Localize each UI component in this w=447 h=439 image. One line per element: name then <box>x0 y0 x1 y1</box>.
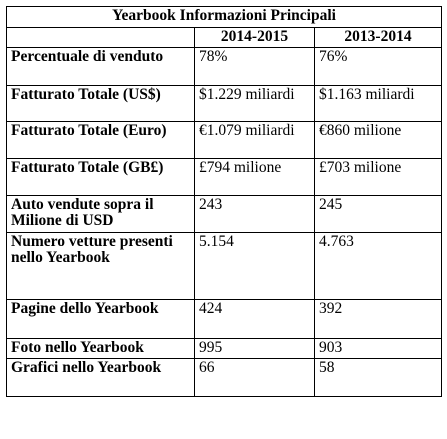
row-value-2014-2015: €1.079 miliardi <box>195 122 315 159</box>
row-label: Numero vetture presenti nello Yearbook <box>7 233 195 300</box>
row-value-2014-2015: 78% <box>195 48 315 86</box>
row-value-2014-2015: $1.229 miliardi <box>195 86 315 122</box>
table-row <box>7 122 442 159</box>
row-label: Pagine dello Yearbook <box>7 300 195 339</box>
header-cell-2013-2014: 2013-2014 <box>315 28 442 48</box>
row-value-2014-2015: 995 <box>195 339 315 359</box>
row-value-2013-2014: £703 milione <box>315 159 442 196</box>
table-row <box>7 233 442 300</box>
table-row <box>7 300 442 339</box>
row-label: Grafici nello Yearbook <box>7 359 195 397</box>
header-row <box>7 28 442 48</box>
row-label: Foto nello Yearbook <box>7 339 195 359</box>
row-label: Fatturato Totale (US$) <box>7 86 195 122</box>
yearbook-table-container <box>6 6 441 397</box>
row-value-2013-2014: 392 <box>315 300 442 339</box>
table-row <box>7 86 442 122</box>
header-cell-2014-2015: 2014-2015 <box>195 28 315 48</box>
table-row <box>7 159 442 196</box>
row-value-2013-2014: 4.763 <box>315 233 442 300</box>
row-value-2013-2014: 903 <box>315 339 442 359</box>
row-label: Auto vendute sopra il Milione di USD <box>7 196 195 233</box>
header-cell-empty <box>7 28 195 48</box>
table-title: Yearbook Informazioni Principali <box>7 7 442 28</box>
row-value-2013-2014: 58 <box>315 359 442 397</box>
row-value-2014-2015: 243 <box>195 196 315 233</box>
table-row <box>7 196 442 233</box>
row-value-2013-2014: $1.163 miliardi <box>315 86 442 122</box>
row-value-2014-2015: 5.154 <box>195 233 315 300</box>
row-value-2013-2014: €860 milione <box>315 122 442 159</box>
row-value-2013-2014: 76% <box>315 48 442 86</box>
row-label: Percentuale di venduto <box>7 48 195 86</box>
row-label: Fatturato Totale (Euro) <box>7 122 195 159</box>
row-value-2014-2015: £794 milione <box>195 159 315 196</box>
row-value-2013-2014: 245 <box>315 196 442 233</box>
row-value-2014-2015: 424 <box>195 300 315 339</box>
table-row <box>7 339 442 359</box>
row-value-2014-2015: 66 <box>195 359 315 397</box>
row-label: Fatturato Totale (GB£) <box>7 159 195 196</box>
yearbook-table <box>6 6 442 397</box>
table-row <box>7 359 442 397</box>
table-row <box>7 48 442 86</box>
title-row <box>7 7 442 28</box>
